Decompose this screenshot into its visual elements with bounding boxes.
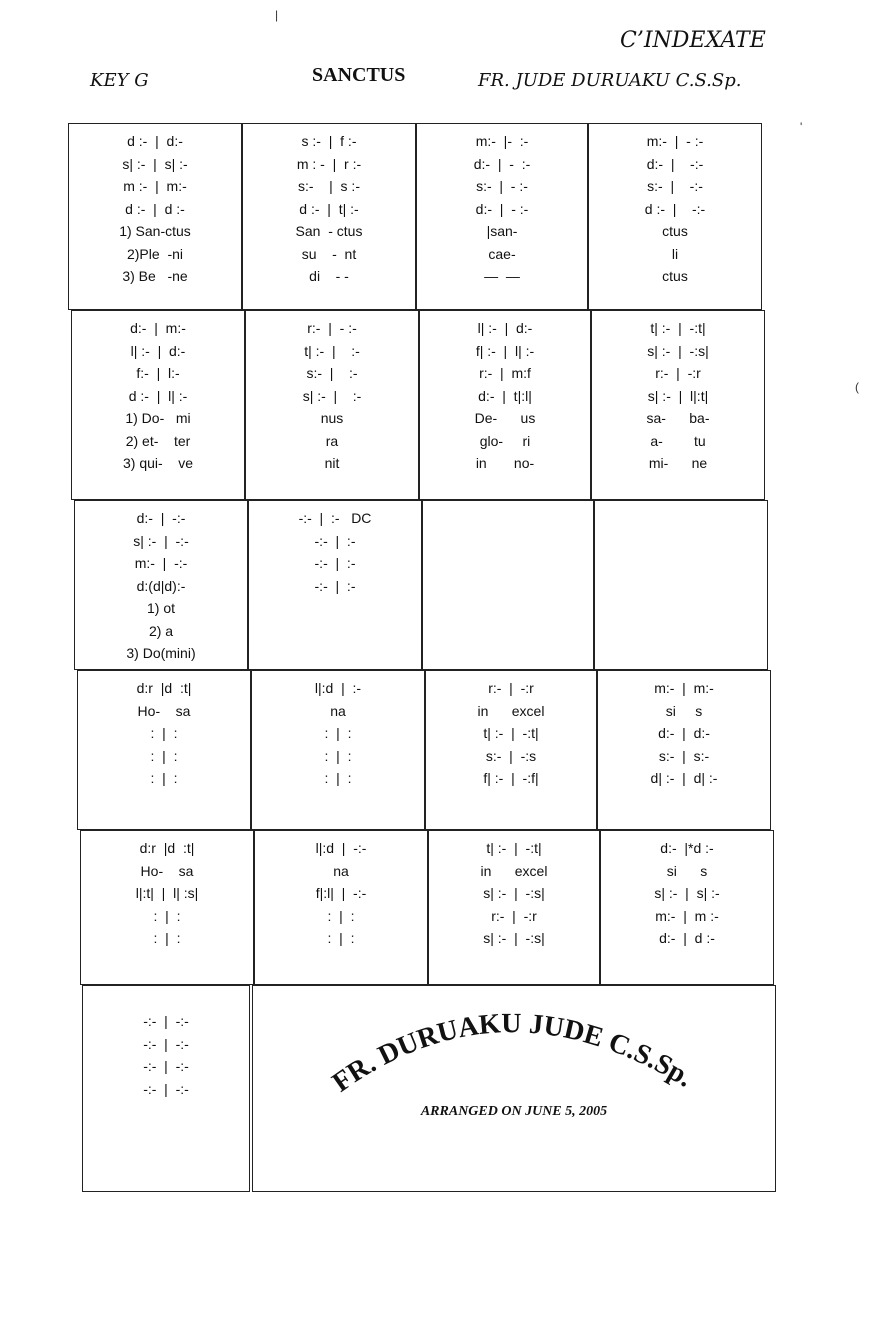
notation-line: De- us bbox=[474, 410, 536, 426]
notation-line: di - - bbox=[309, 268, 349, 284]
notation-line: d:- | d:- bbox=[658, 725, 710, 741]
svg-text:FR. DURUAKU JUDE C.S.Sp. bbox=[327, 1008, 698, 1098]
notation-line: d :- | -:- bbox=[644, 200, 706, 217]
grid-cell-r5-c2 bbox=[254, 830, 428, 985]
grid-cell-r2-c4 bbox=[591, 310, 765, 500]
notation-line: m:- | m:- bbox=[654, 680, 714, 696]
notation-line: -:- | :- DC bbox=[298, 510, 372, 526]
signature-block bbox=[252, 985, 776, 1192]
notation-line: : | : bbox=[324, 770, 352, 786]
notation-line: 3) Be -ne bbox=[122, 268, 188, 284]
notation-line: : | : bbox=[150, 747, 178, 764]
notation-line: r:- | -:r bbox=[655, 365, 701, 381]
notation-line: f:- | l:- bbox=[136, 365, 180, 381]
notation-line: m:- | m :- bbox=[655, 907, 719, 924]
notation-line: m:- |- :- bbox=[475, 133, 529, 149]
notation-line: d :- | l| :- bbox=[128, 387, 188, 404]
grid-cell-r1-c4 bbox=[588, 123, 762, 310]
notation-line: mi- ne bbox=[648, 455, 708, 471]
notation-line: -:- | -:- bbox=[143, 1013, 189, 1029]
notation-line: : | : bbox=[153, 907, 181, 924]
scan-speck: | bbox=[275, 8, 279, 22]
notation-line: d:r |d :t| bbox=[136, 680, 192, 696]
notation-line: m :- | m:- bbox=[123, 178, 187, 194]
grid-cell-r4-c2 bbox=[251, 670, 425, 830]
grid-cell-r1-c2 bbox=[242, 123, 416, 310]
indexate-stamp: C’INDEXATE bbox=[620, 28, 766, 53]
notation-line: in excel bbox=[480, 862, 548, 879]
notation-line: : | : bbox=[324, 747, 352, 764]
notation-line: r:- | -:r bbox=[488, 680, 534, 696]
notation-line: in excel bbox=[477, 702, 545, 719]
notation-line: : | : bbox=[327, 907, 355, 924]
signature-arc bbox=[253, 986, 773, 1106]
grid-cell-r5-c3 bbox=[428, 830, 600, 985]
notation-line: Ho- sa bbox=[137, 702, 191, 719]
grid-cell-r2-c2 bbox=[245, 310, 419, 500]
notation-line: nus bbox=[320, 410, 344, 426]
notation-line: 3) Do(mini) bbox=[126, 645, 196, 661]
notation-line: 3) qui- ve bbox=[122, 455, 194, 471]
notation-line: s:- | -:s bbox=[485, 747, 537, 764]
notation-line: 2)Ple -ni bbox=[126, 245, 184, 262]
grid-cell-r3-c3 bbox=[422, 500, 594, 670]
grid-cell-r4-c1 bbox=[77, 670, 251, 830]
notation-line: d:- | -:- bbox=[646, 155, 704, 172]
notation-line: m:- | - :- bbox=[646, 133, 704, 149]
notation-line: si s bbox=[666, 862, 708, 879]
notation-line: d:- | - :- bbox=[475, 200, 529, 217]
notation-line: l| :- | d:- bbox=[477, 320, 533, 336]
notation-line: s:- | :- bbox=[306, 365, 358, 381]
grid-cell-r3-c4 bbox=[594, 500, 768, 670]
notation-line: s| :- | s| :- bbox=[122, 155, 188, 172]
grid-cell-r4-c4 bbox=[597, 670, 771, 830]
notation-line: s| :- | -:- bbox=[133, 532, 189, 549]
notation-line: f| :- | -:f| bbox=[483, 770, 539, 786]
signature-text: FR. DURUAKU JUDE C.S.Sp. bbox=[326, 1008, 699, 1099]
notation-line: s:- | - :- bbox=[476, 178, 528, 194]
notation-line: s| :- | s| :- bbox=[654, 885, 720, 901]
composer-name: FR. JUDE DURUAKU C.S.Sp. bbox=[478, 70, 742, 91]
notation-line: m:- | -:- bbox=[134, 555, 188, 571]
notation-line: d| :- | d| :- bbox=[650, 770, 718, 786]
notation-line: -:- | -:- bbox=[143, 1058, 189, 1074]
notation-line: ctus bbox=[662, 268, 688, 284]
grid-cell-last-left bbox=[82, 985, 250, 1192]
notation-line: s| :- | -:s| bbox=[483, 930, 545, 946]
notation-line: 1) ot bbox=[146, 600, 175, 616]
notation-line: 1) Do- mi bbox=[125, 410, 191, 426]
notation-line: t| :- | :- bbox=[304, 342, 360, 359]
notation-line: d:- | m:- bbox=[130, 320, 186, 336]
notation-line: : | : bbox=[150, 770, 178, 786]
notation-line: cae- bbox=[488, 245, 516, 262]
notation-line: — — bbox=[484, 268, 520, 284]
notation-line: -:- | :- bbox=[314, 577, 356, 594]
notation-line: l|:t| | l| :s| bbox=[135, 885, 199, 901]
notation-line: su - nt bbox=[301, 245, 357, 262]
notation-line: 1) San-ctus bbox=[119, 223, 191, 239]
notation-line: -:- | :- bbox=[314, 532, 356, 549]
notation-line: a- tu bbox=[650, 432, 706, 449]
notation-line: s:- | s :- bbox=[298, 178, 360, 194]
grid-cell-r5-c1 bbox=[80, 830, 254, 985]
notation-line: s| :- | -:s| bbox=[647, 342, 709, 359]
page-title: SANCTUS bbox=[312, 64, 406, 86]
notation-line: s :- | f :- bbox=[301, 133, 357, 149]
notation-line: Ho- sa bbox=[140, 862, 194, 879]
notation-line: d:(d|d):- bbox=[136, 577, 186, 594]
notation-line: s| :- | :- bbox=[302, 387, 362, 404]
grid-cell-r4-c3 bbox=[425, 670, 597, 830]
notation-line: t| :- | -:t| bbox=[483, 725, 539, 741]
notation-line: d :- | d:- bbox=[127, 133, 183, 149]
grid-cell-r1-c1 bbox=[68, 123, 242, 310]
notation-line: glo- ri bbox=[479, 432, 531, 449]
notation-line: 2) a bbox=[148, 622, 174, 639]
notation-line: s:- | -:- bbox=[647, 178, 703, 194]
grid-cell-r2-c3 bbox=[419, 310, 591, 500]
grid-cell-r1-c3 bbox=[416, 123, 588, 310]
notation-line: d:- |*d :- bbox=[660, 840, 714, 856]
notation-line: l|:d | -:- bbox=[315, 840, 367, 856]
notation-line: s| :- | l|:t| bbox=[647, 387, 709, 404]
notation-line: d:r |d :t| bbox=[139, 840, 195, 856]
notation-line: na bbox=[330, 702, 346, 719]
notation-line: d:- | - :- bbox=[473, 155, 531, 172]
notation-line: r:- | - :- bbox=[307, 320, 357, 336]
notation-line: s:- | s:- bbox=[658, 747, 710, 764]
notation-line: d:- | -:- bbox=[136, 510, 186, 526]
notation-line: si s bbox=[665, 702, 703, 719]
scan-speck: ' bbox=[800, 120, 803, 134]
grid-cell-r2-c1 bbox=[71, 310, 245, 500]
notation-line: ra bbox=[325, 432, 339, 449]
grid-cell-r3-c2 bbox=[248, 500, 422, 670]
notation-line: l| :- | d:- bbox=[130, 342, 186, 359]
notation-line: -:- | -:- bbox=[143, 1035, 189, 1052]
notation-line: l|:d | :- bbox=[314, 680, 362, 696]
arranged-date: ARRANGED ON JUNE 5, 2005 bbox=[420, 1104, 608, 1119]
notation-line: ctus bbox=[662, 223, 688, 239]
notation-line: d:- | d :- bbox=[659, 930, 715, 946]
notation-line: nit bbox=[324, 455, 340, 471]
grid-cell-r5-c4 bbox=[600, 830, 774, 985]
notation-line: in no- bbox=[475, 455, 535, 471]
notation-line: f|:l| | -:- bbox=[315, 885, 367, 901]
notation-line: m : - | r :- bbox=[296, 155, 362, 172]
notation-line: : | : bbox=[150, 725, 178, 741]
grid-cell-r3-c1 bbox=[74, 500, 248, 670]
notation-line: r:- | m:f bbox=[479, 365, 531, 381]
notation-line: li bbox=[671, 245, 679, 262]
notation-line: : | : bbox=[327, 930, 355, 946]
notation-line: -:- | -:- bbox=[143, 1080, 189, 1097]
notation-line: d :- | t| :- bbox=[299, 200, 359, 217]
notation-line: d:- | t|:l| bbox=[478, 387, 532, 404]
notation-line: sa- ba- bbox=[646, 410, 710, 426]
notation-line: s| :- | -:s| bbox=[483, 885, 545, 901]
notation-line: r:- | -:r bbox=[491, 907, 537, 924]
notation-line: : | : bbox=[153, 930, 181, 946]
notation-line: t| :- | -:t| bbox=[650, 320, 706, 336]
notation-line: t| :- | -:t| bbox=[486, 840, 542, 856]
notation-line: : | : bbox=[324, 725, 352, 741]
notation-line: San - ctus bbox=[295, 223, 363, 239]
scan-speck: ( bbox=[855, 380, 859, 394]
notation-line: f| :- | l| :- bbox=[475, 342, 535, 359]
notation-line: d :- | d :- bbox=[125, 200, 185, 217]
notation-line: na bbox=[333, 862, 349, 879]
notation-line: |san- bbox=[486, 223, 518, 239]
key-signature: KEY G bbox=[90, 70, 149, 91]
notation-line: -:- | :- bbox=[314, 555, 356, 571]
notation-line: 2) et- ter bbox=[125, 432, 191, 449]
